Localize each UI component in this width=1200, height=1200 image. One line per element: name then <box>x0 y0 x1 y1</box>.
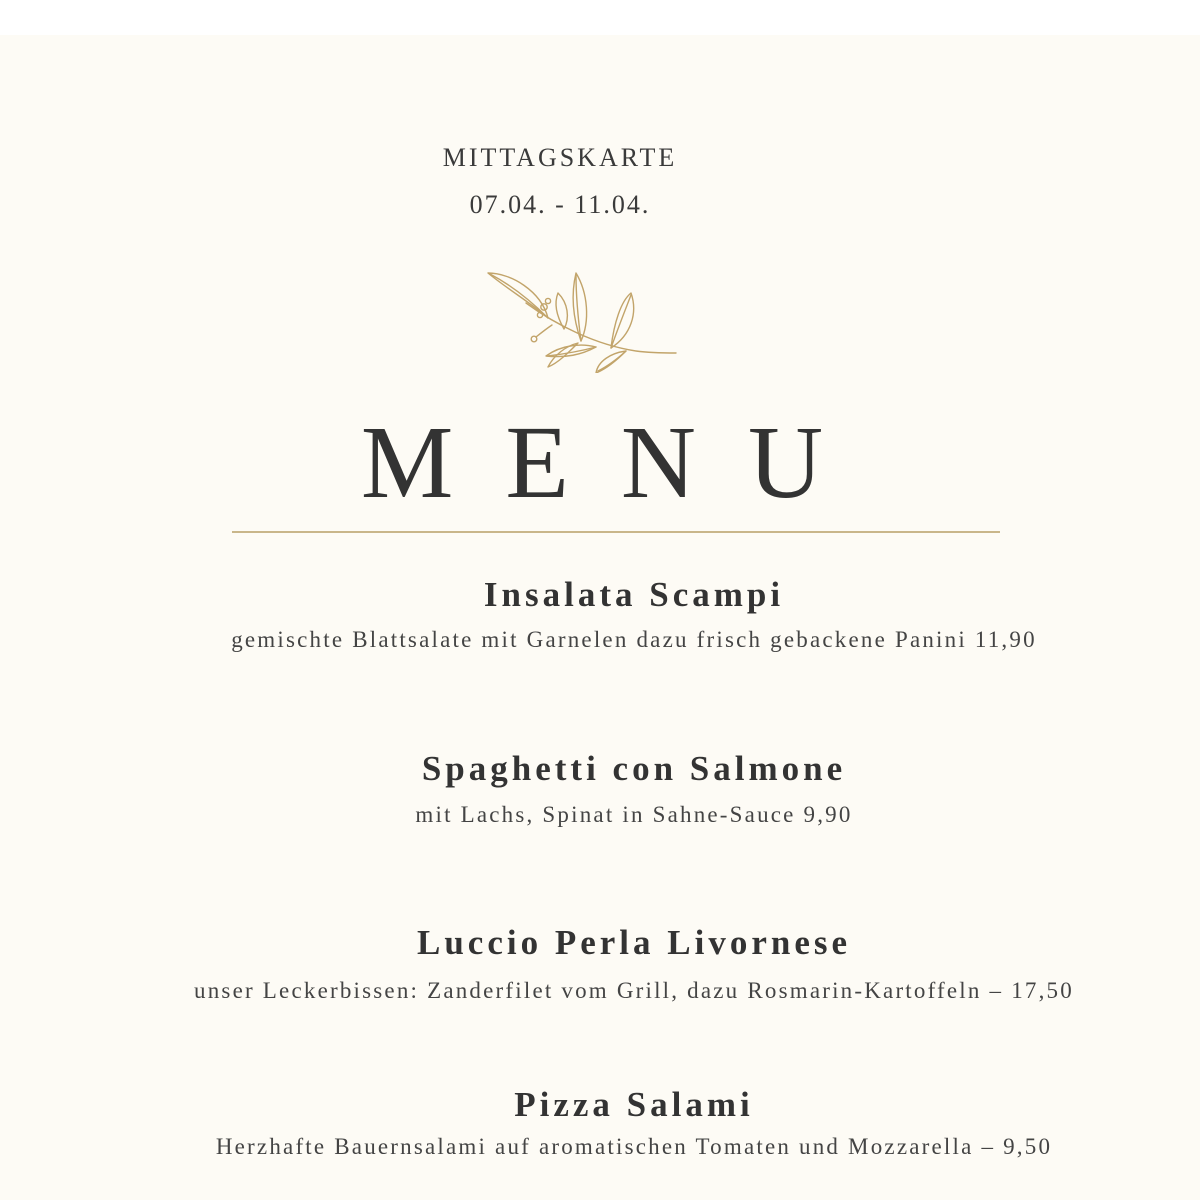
date-range: 07.04. - 11.04. <box>469 190 651 219</box>
menu-item-description: unser Leckerbissen: Zanderfilet vom Grill, dazu Rosmarin-Kartoffeln – 17,50 <box>194 978 1074 1003</box>
divider-line <box>232 531 1000 533</box>
menu-item-description: Herzhafte Bauernsalami auf aromatischen Tomaten und Mozzarella – 9,50 <box>215 1134 1053 1159</box>
menu-item-description: mit Lachs, Spinat in Sahne-Sauce 9,90 <box>415 802 853 827</box>
leaf-sprig-icon <box>486 263 680 373</box>
card-title: MITTAGSKARTE <box>442 143 678 172</box>
menu-item-name: Pizza Salami <box>514 1085 754 1124</box>
menu-heading: MENU <box>360 405 876 520</box>
menu-card <box>0 35 1200 1200</box>
menu-item-name: Spaghetti con Salmone <box>421 749 847 788</box>
menu-item-description: gemischte Blattsalate mit Garnelen dazu frisch gebackene Panini 11,90 <box>231 627 1037 652</box>
menu-item-name: Insalata Scampi <box>483 575 785 614</box>
menu-item-name: Luccio Perla Livornese <box>416 923 852 962</box>
